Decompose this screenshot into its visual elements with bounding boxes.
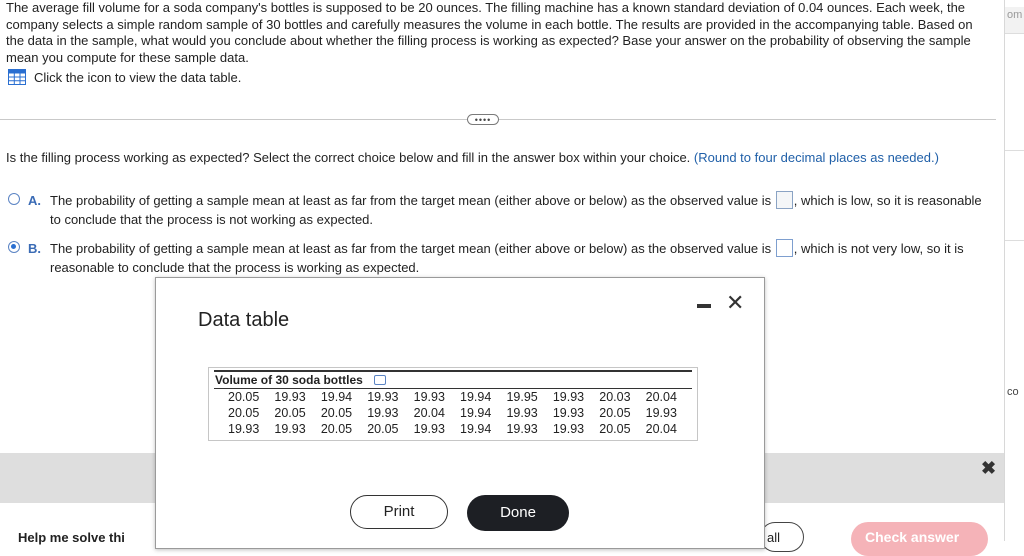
data-link-text[interactable]: Click the icon to view the data table. (34, 69, 242, 85)
table-cell: 20.05 (599, 422, 631, 436)
choice-a[interactable] (8, 191, 983, 231)
choice-text-after: , which is not very low, so it is reasonable to conclude that the process is working as expected. (50, 241, 964, 275)
print-button[interactable]: Print (350, 495, 448, 529)
table-cell: 20.05 (320, 406, 353, 420)
question-prompt (6, 150, 939, 165)
table-cell: 20.05 (320, 422, 353, 436)
table-cell: 20.05 (274, 406, 306, 420)
table-cell: 19.93 (506, 422, 538, 436)
table-header (214, 370, 692, 389)
dialog-title: Data table (198, 309, 290, 331)
right-panel-border (1004, 0, 1005, 541)
choice-text (50, 191, 985, 229)
table-cell: 19.94 (460, 406, 492, 420)
table-cell: 19.93 (552, 422, 585, 436)
check-answer-button[interactable] (851, 522, 988, 556)
radio-choice-b[interactable] (8, 241, 20, 253)
data-table-link[interactable] (8, 69, 241, 85)
table-cell: 19.93 (228, 422, 260, 436)
radio-choice-a[interactable] (8, 193, 20, 205)
view-all-button[interactable] (760, 522, 804, 552)
table-cell: 20.05 (228, 390, 260, 404)
help-me-solve-button[interactable]: Help me solve thi (18, 530, 125, 545)
table-cell: 19.94 (460, 390, 492, 404)
choice-text-after: , which is low, so it is reasonable to conclude that the process is not working as expected. (50, 193, 982, 227)
table-cell: 19.95 (506, 390, 538, 404)
choice-letter: A. (28, 193, 41, 208)
right-panel-divider (1005, 240, 1024, 241)
minimize-icon[interactable] (697, 304, 711, 308)
done-button[interactable]: Done (467, 495, 569, 531)
table-cell: 19.93 (506, 406, 538, 420)
close-icon[interactable]: ✕ (726, 290, 745, 315)
table-cell: 19.93 (274, 390, 306, 404)
copy-icon[interactable] (374, 375, 386, 385)
data-table-dialog (155, 277, 765, 549)
table-cell: 19.93 (552, 406, 585, 420)
answer-box-b[interactable] (776, 239, 793, 257)
table-header-label: Volume of 30 soda bottles (215, 373, 363, 387)
table-cell: 19.94 (320, 390, 353, 404)
table-cell: 20.05 (599, 406, 631, 420)
table-row (214, 405, 692, 421)
data-table (208, 367, 698, 441)
right-panel-text-mid: co (1007, 386, 1019, 398)
question-text: Is the filling process working as expected? Select the correct choice below and fill in the answer box within your choice. (6, 150, 691, 165)
choice-text-before: The probability of getting a sample mean at least as far from the target mean (either above or below) as the observed value is (50, 241, 772, 256)
table-cell: 20.05 (228, 406, 260, 420)
choice-text-before: The probability of getting a sample mean at least as far from the target mean (either above or below) as the observed value is (50, 193, 772, 208)
view-all-label: all (767, 530, 781, 545)
table-row (214, 389, 692, 405)
table-cell: 20.04 (645, 390, 677, 404)
table-cell: 19.93 (645, 406, 677, 420)
table-cell: 20.04 (645, 422, 677, 436)
table-cell: 19.93 (367, 406, 399, 420)
table-cell: 19.93 (552, 390, 585, 404)
problem-statement: The average fill volume for a soda company's bottles is supposed to be 20 ounces. The filling machine has a known standard deviation of 0.04 ounces. Each week, the company selects a simple random sample of 30 bottles and carefully measures the volume in each bottle. The results are provided in the accompanying table. Based on the data in the sample, what would you conclude about whether the filling process is working as expected? Base your answer on the probability of observing the sample mean you compute for these sample data. (6, 0, 973, 65)
right-panel-divider (1005, 150, 1024, 151)
check-answer-label: Check answer (865, 529, 960, 545)
expand-more-button[interactable]: •••• (467, 114, 499, 125)
right-panel-text-top: om (1007, 9, 1023, 21)
table-cell: 20.05 (367, 422, 399, 436)
table-cell: 19.93 (367, 390, 399, 404)
table-row (214, 421, 692, 437)
table-cell: 20.03 (599, 390, 631, 404)
table-cell: 19.94 (460, 422, 492, 436)
choice-letter: B. (28, 241, 41, 256)
choice-text (50, 239, 985, 277)
answer-box-a[interactable] (776, 191, 793, 209)
help-close-icon[interactable]: ✖ (981, 458, 997, 478)
table-cell: 19.93 (274, 422, 306, 436)
rounding-hint: (Round to four decimal places as needed.) (693, 150, 939, 165)
table-cell: 20.04 (413, 406, 445, 420)
table-cell: 19.93 (413, 390, 445, 404)
table-grid-icon[interactable] (8, 69, 26, 85)
table-cell: 19.93 (413, 422, 445, 436)
choice-b[interactable] (8, 239, 983, 279)
